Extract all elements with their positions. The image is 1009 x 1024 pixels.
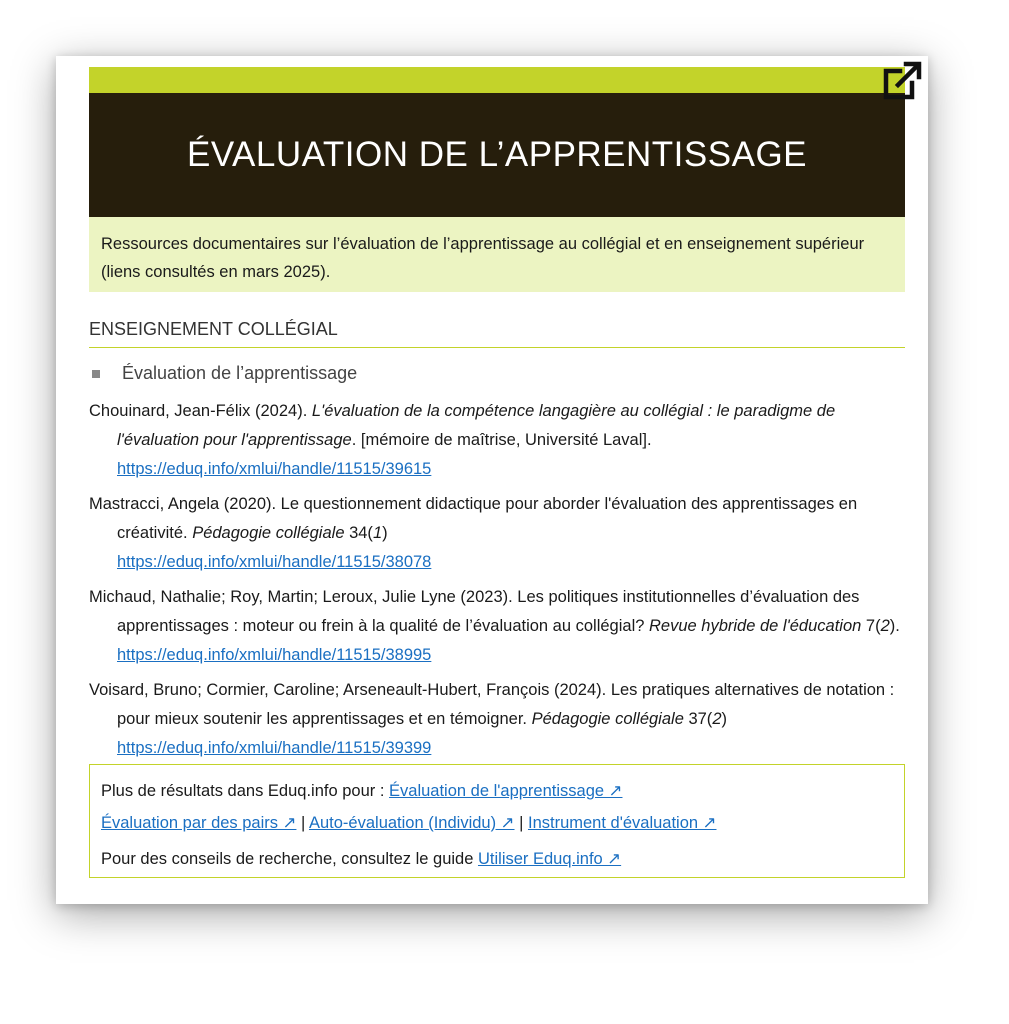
search-link-evaluation-pairs[interactable]: Évaluation par des pairs ↗ — [101, 814, 297, 832]
topic-label: Évaluation de l’apprentissage — [122, 363, 358, 383]
search-link-evaluation-apprentissage[interactable]: Évaluation de l'apprentissage ↗ — [389, 782, 623, 800]
ref-issue: 1 — [372, 524, 383, 542]
ref-volume: 34( — [344, 524, 373, 542]
page-title: ÉVALUATION DE L’APPRENTISSAGE — [186, 135, 808, 174]
search-link-auto-evaluation[interactable]: Auto-évaluation (Individu) ↗ — [308, 814, 515, 832]
bullet-square-icon — [92, 370, 100, 378]
ref-issue: 2 — [712, 710, 722, 728]
ref-authors: Chouinard, Jean-Félix (2024). — [89, 402, 312, 420]
document-page — [56, 56, 928, 904]
open-external-icon[interactable] — [880, 59, 924, 103]
ref-journal: Revue hybride de l'éducation — [649, 617, 862, 635]
search-link-instrument[interactable]: Instrument d'évaluation ↗ — [527, 814, 717, 832]
reference-item — [89, 583, 919, 670]
ref-close: ) — [721, 710, 727, 728]
header-accent-band — [89, 67, 905, 93]
ref-close: ). — [889, 617, 900, 635]
link-separator: | — [514, 814, 528, 832]
ref-volume: 37( — [683, 710, 713, 728]
intro-text: Ressources documentaires sur l’évaluation de l’apprentissage au collégial et en enseignement supérieur (liens consultés en mars 2025). — [101, 235, 865, 281]
reference-item — [89, 676, 919, 763]
ref-journal: Pédagogie collégiale — [531, 710, 684, 728]
ref-link[interactable]: https://eduq.info/xmlui/handle/11515/38078 — [117, 553, 432, 571]
ref-title: L'évaluation de la compétence langagière au collégial : le paradigme de l'évaluation pour l'apprentissage — [117, 402, 836, 449]
header-banner — [89, 93, 905, 217]
ref-details: . [mémoire de maîtrise, Université Laval]. — [351, 431, 652, 449]
link-separator: | — [296, 814, 309, 832]
guide-link[interactable]: Utiliser Eduq.info ↗ — [477, 850, 622, 868]
more-results-box — [89, 764, 905, 878]
ref-volume: 7( — [861, 617, 881, 635]
ref-authors: Voisard, Bruno; Cormier, Caroline; Arseneault-Hubert, François (2024). Les pratiques alternatives de notation : pour mieux soutenir les apprentissages et en témoigner. — [89, 681, 895, 728]
ref-issue: 2 — [880, 617, 890, 635]
ref-link[interactable]: https://eduq.info/xmlui/handle/11515/39399 — [117, 739, 432, 757]
more-results-line — [101, 775, 893, 807]
reference-list — [89, 397, 919, 763]
guide-label: Pour des conseils de recherche, consultez le guide — [101, 850, 478, 868]
intro-box — [89, 217, 905, 292]
ref-link[interactable]: https://eduq.info/xmlui/handle/11515/38995 — [117, 646, 432, 664]
more-results-line — [101, 807, 893, 839]
topic-bullet — [92, 363, 357, 384]
ref-authors: Michaud, Nathalie; Roy, Martin; Leroux, Julie Lyne (2023). Les politiques institutionnelles d’évaluation des apprentissages : moteur ou frein à la qualité de l’évaluation au collégial? — [89, 588, 860, 635]
ref-journal: Pédagogie collégiale — [192, 524, 345, 542]
reference-item — [89, 397, 919, 484]
section-heading: ENSEIGNEMENT COLLÉGIAL — [89, 319, 905, 348]
ref-close: ) — [382, 524, 388, 542]
more-results-label: Plus de résultats dans Eduq.info pour : — [101, 782, 390, 800]
guide-line — [101, 843, 893, 875]
reference-item — [89, 490, 919, 577]
ref-link[interactable]: https://eduq.info/xmlui/handle/11515/39615 — [117, 460, 432, 478]
ref-authors: Mastracci, Angela (2020). Le questionnement didactique pour aborder l'évaluation des apprentissages en créativité. — [89, 495, 858, 542]
